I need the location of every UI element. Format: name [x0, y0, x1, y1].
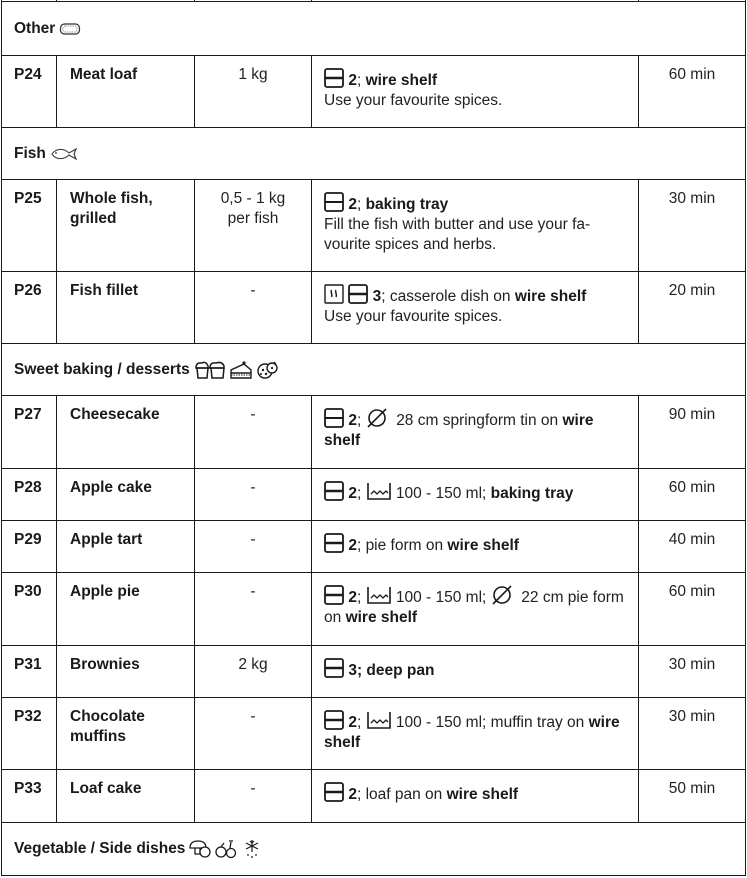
water-amount: 100 - 150 ml; — [395, 714, 487, 731]
function-cell — [312, 770, 639, 823]
accessory-text: muffin tray on — [490, 714, 585, 731]
dish-name: Meat loaf — [57, 56, 195, 128]
cooking-time: 50 min — [639, 770, 746, 823]
dish-name: Cheesecake — [57, 396, 195, 469]
table-row — [2, 396, 746, 469]
separator: ; — [356, 662, 367, 679]
fish-icon — [50, 147, 78, 161]
weight: 2 kg — [195, 646, 312, 698]
weight: - — [195, 573, 312, 646]
water-tank-icon — [366, 710, 392, 730]
shelf-level: 2 — [348, 485, 357, 502]
separator: ; — [356, 714, 362, 731]
programme-table — [1, 0, 746, 876]
note: Fill the fish with butter and use your fa-vourite spices and herbs. — [324, 216, 591, 253]
vegetables-icon — [215, 839, 237, 859]
cooking-time: 90 min — [639, 396, 746, 469]
dish-name: Loaf cake — [57, 770, 195, 823]
separator: ; — [356, 589, 362, 606]
mushroom-icon — [189, 840, 211, 858]
weight: - — [195, 521, 312, 573]
bottom-heat-shelf-icon — [324, 782, 344, 802]
weight: - — [195, 272, 312, 344]
accessory: baking tray — [365, 196, 449, 213]
shelf-level: 2 — [348, 537, 357, 554]
cake-slice-icon — [230, 361, 252, 379]
accessory-text: loaf pan on — [365, 786, 443, 803]
shelf-level: 3 — [348, 662, 357, 679]
accessory: wire shelf — [345, 609, 418, 626]
section-title: Sweet baking / desserts — [14, 360, 190, 378]
water-tank-icon — [366, 585, 392, 605]
separator: ; — [356, 537, 366, 554]
weight: 0,5 - 1 kg per fish — [195, 180, 312, 272]
shelf-level: 2 — [348, 786, 357, 803]
section-header-other — [2, 2, 746, 56]
section-title: Fish — [14, 144, 46, 162]
weight: - — [195, 770, 312, 823]
dish-name: Fish fillet — [57, 272, 195, 344]
programme-code: P30 — [2, 573, 57, 646]
accessory-text: 22 cm pie form on — [324, 589, 624, 626]
table-row — [2, 646, 746, 698]
function-cell — [312, 521, 639, 573]
steam-icon — [324, 284, 344, 304]
function-cell — [312, 698, 639, 770]
programme-code: P26 — [2, 272, 57, 344]
programme-code: P28 — [2, 469, 57, 521]
bottom-heat-shelf-icon — [324, 585, 344, 605]
function-cell — [312, 180, 639, 272]
weight: 1 kg — [195, 56, 312, 128]
function-cell — [312, 272, 639, 344]
table-row — [2, 180, 746, 272]
accessory: baking tray — [490, 485, 574, 502]
table-row — [2, 272, 746, 344]
shelf-level: 2 — [348, 589, 357, 606]
dish-name: Whole fish, grilled — [57, 180, 195, 272]
programme-code: P25 — [2, 180, 57, 272]
section-header-fish — [2, 128, 746, 180]
separator: ; — [356, 196, 366, 213]
water-tank-icon — [366, 481, 392, 501]
separator: ; — [356, 485, 362, 502]
table-row — [2, 56, 746, 128]
function-cell — [312, 573, 639, 646]
cooking-time: 30 min — [639, 698, 746, 770]
bottom-heat-shelf-icon — [324, 481, 344, 501]
programme-code: P27 — [2, 396, 57, 469]
bottom-heat-shelf-icon — [324, 68, 344, 88]
weight: - — [195, 469, 312, 521]
bottom-heat-shelf-icon — [324, 192, 344, 212]
weight: - — [195, 698, 312, 770]
cooking-time: 20 min — [639, 272, 746, 344]
shelf-level: 2 — [348, 196, 357, 213]
cooking-time: 30 min — [639, 180, 746, 272]
accessory: wire shelf — [324, 714, 620, 751]
dish-name: Chocolate muffins — [57, 698, 195, 770]
bottom-heat-shelf-icon — [324, 658, 344, 678]
shelf-level: 2 — [348, 72, 357, 89]
function-cell — [312, 469, 639, 521]
bottom-heat-shelf-icon — [348, 284, 368, 304]
accessory-text: casserole dish on — [389, 288, 511, 305]
bottom-heat-shelf-icon — [324, 408, 344, 428]
dish-name: Apple cake — [57, 469, 195, 521]
table-row — [2, 698, 746, 770]
accessory: wire shelf — [446, 786, 519, 803]
cooking-time: 40 min — [639, 521, 746, 573]
cooking-time: 60 min — [639, 469, 746, 521]
note: Use your favourite spices. — [324, 308, 503, 325]
table-row — [2, 770, 746, 823]
separator: ; — [356, 412, 362, 429]
frozen-icon — [243, 839, 261, 859]
programme-code: P24 — [2, 56, 57, 128]
dish-name: Apple tart — [57, 521, 195, 573]
shelf-level: 2 — [348, 412, 357, 429]
bottom-heat-shelf-icon — [324, 710, 344, 730]
function-cell — [312, 396, 639, 469]
note: Use your favourite spices. — [324, 92, 503, 109]
diameter-icon — [366, 408, 388, 428]
section-header-vegetable — [2, 823, 746, 876]
cooking-time: 60 min — [639, 56, 746, 128]
programme-code: P33 — [2, 770, 57, 823]
cooking-time: 30 min — [639, 646, 746, 698]
water-amount: 100 - 150 ml; — [395, 589, 487, 606]
shelf-level: 3 — [372, 288, 382, 305]
cookie-icon — [256, 361, 278, 379]
separator: ; — [381, 288, 390, 305]
function-cell — [312, 646, 639, 698]
separator: ; — [356, 786, 366, 803]
function-cell — [312, 56, 639, 128]
programme-code: P32 — [2, 698, 57, 770]
separator: ; — [356, 72, 366, 89]
programme-code: P29 — [2, 521, 57, 573]
table-row — [2, 573, 746, 646]
section-title: Other — [14, 19, 56, 37]
accessory: wire shelf — [324, 412, 594, 449]
dish-name: Brownies — [57, 646, 195, 698]
section-header-sweet-baking — [2, 344, 746, 396]
dish-name: Apple pie — [57, 573, 195, 646]
cooking-time: 60 min — [639, 573, 746, 646]
weight: - — [195, 396, 312, 469]
muffins-icon — [194, 360, 226, 380]
programme-code: P31 — [2, 646, 57, 698]
accessory: wire shelf — [514, 288, 587, 305]
bottom-heat-shelf-icon — [324, 533, 344, 553]
diameter-icon — [491, 585, 513, 605]
accessory-text: pie form on — [365, 537, 444, 554]
accessory: wire shelf — [365, 72, 438, 89]
section-title: Vegetable / Side dishes — [14, 840, 186, 857]
sausage-icon — [59, 22, 81, 36]
water-amount: 100 - 150 ml; — [395, 485, 487, 502]
accessory: wire shelf — [447, 537, 519, 554]
table-row — [2, 469, 746, 521]
shelf-level: 2 — [348, 714, 357, 731]
accessory: deep pan — [366, 662, 435, 679]
accessory-text: 28 cm springform tin on — [396, 412, 559, 429]
table-row — [2, 521, 746, 573]
